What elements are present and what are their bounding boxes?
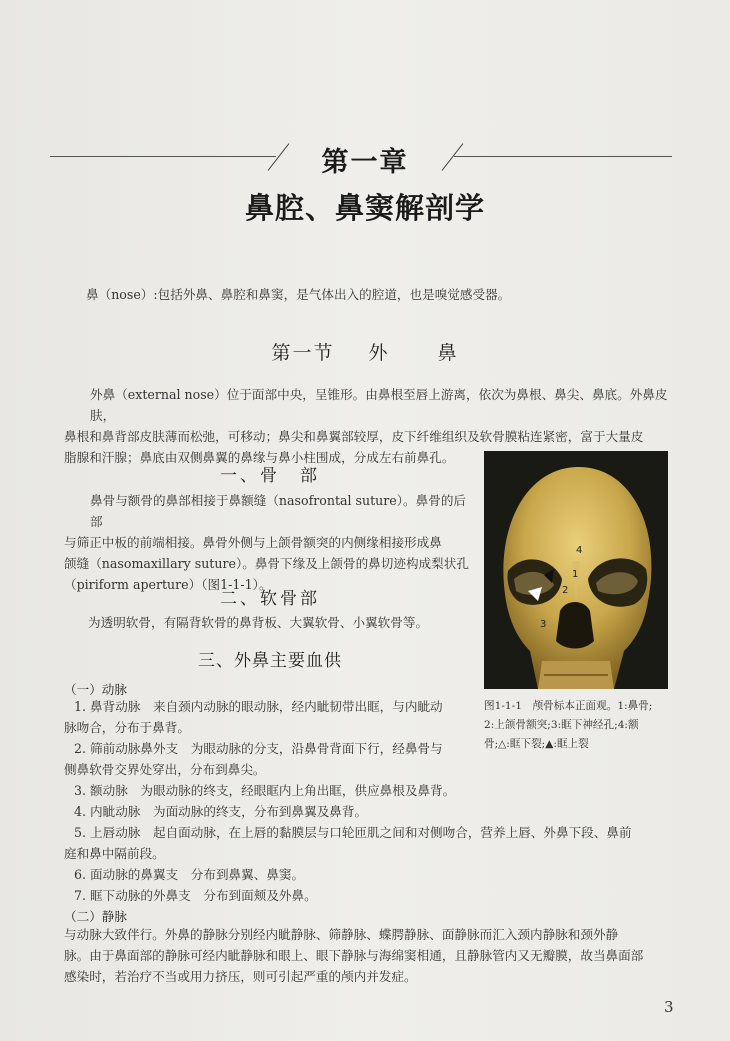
list-item: 3. 额动脉 为眼动脉的终支，经眼眶内上角出眶，供应鼻根及鼻背。 [74,783,456,798]
cartilage-paragraph: 为透明软骨，有隔背软骨的鼻背板、大翼软骨、小翼软骨等。 [88,615,429,630]
paragraph-line: 感染时，若治疗不当或用力挤压，则可引起严重的颅内并发症。 [64,969,417,984]
figure-caption [484,697,674,754]
intro-paragraph: 鼻（nose）:包括外鼻、鼻腔和鼻窦，是气体出入的腔道，也是嗅觉感受器。 [86,287,511,302]
section-word-2: 鼻 [437,342,459,364]
bone-section-title: 一、骨 部 [220,466,320,486]
paragraph-line: 外鼻（external nose）位于面部中央，呈锥形。由鼻根至唇上游离，依次为鼻根、鼻尖、鼻底。外鼻皮肤， [90,387,668,423]
chapter-title: 鼻腔、鼻窦解剖学 [244,191,485,225]
figure-label-3: 3 [540,619,547,630]
list-item: 侧鼻软骨交界处穿出，分布到鼻尖。 [64,762,266,777]
bone-paragraph [64,490,474,595]
section-title [0,338,730,365]
figure-label-2: 2 [562,585,569,596]
paragraph-line: 脉。由于鼻面部的静脉可经内眦静脉和眼上、眼下静脉与海绵窦相通，且静脉管内又无瓣膜，故当鼻面部 [64,948,644,963]
vein-subheading: （二）静脉 [64,909,127,924]
artery-subheading: （一）动脉 [64,682,127,697]
skull-figure [484,451,668,689]
paragraph-line: 脂腺和汗腺；鼻底由双侧鼻翼的鼻缘与鼻小柱围成，分成左右前鼻孔。 [64,450,455,465]
list-item: 5. 上唇动脉 起自面动脉，在上唇的黏膜层与口轮匝肌之间和对侧吻合，营养上唇、外鼻下段、鼻前 [74,825,632,840]
paragraph-line: 颌缝（nasomaxillary suture）。鼻骨下缘及上颌骨的鼻切迹构成梨状孔 [64,556,469,571]
list-item: 7. 眶下动脉的外鼻支 分布到面颊及外鼻。 [74,888,317,903]
blood-supply-title: 三、外鼻主要血供 [198,651,342,671]
paragraph-line: 鼻骨与额骨的鼻部相接于鼻额缝（nasofrontal suture）。鼻骨的后部 [90,493,467,529]
page-number: 3 [664,998,674,1016]
chapter-number: 第一章 [321,147,409,178]
figure-label-1: 1 [572,569,579,580]
list-item: 庭和鼻中隔前段。 [64,846,165,861]
cartilage-section-title: 二、软骨部 [220,589,320,609]
skull-illustration [484,451,668,689]
paragraph-line: 鼻根和鼻背部皮肤薄而松弛，可移动；鼻尖和鼻翼部较厚，皮下纤维组织及软骨膜粘连紧密，富于大量皮 [64,429,644,444]
list-item: 脉吻合，分布于鼻背。 [64,720,190,735]
figure-label-4: 4 [576,545,583,556]
list-item: 1. 鼻背动脉 来自颈内动脉的眼动脉，经内眦韧带出眶，与内眦动 [74,699,443,714]
caption-line: 2:上颌骨额突;3:眶下神经孔;4:额 [484,719,639,731]
paragraph-line: （piriform aperture）（图1-1-1）。 [64,577,272,592]
vein-paragraph [64,924,689,987]
list-item: 4. 内眦动脉 为面动脉的终支，分布到鼻翼及鼻背。 [74,804,368,819]
caption-line: 图1-1-1 颅骨标本正面观。1:鼻骨; [484,700,653,712]
paragraph-line: 与动脉大致伴行。外鼻的静脉分别经内眦静脉、筛静脉、蝶腭静脉、面静脉而汇入颈内静脉和颈外静 [64,927,619,942]
section-word-1: 外 [368,342,390,364]
list-item: 2. 筛前动脉鼻外支 为眼动脉的分支，沿鼻骨背面下行，经鼻骨与 [74,741,443,756]
caption-line: 骨;△:眶下裂;▲:眶上裂 [484,738,589,750]
paragraph-line: 与筛正中板的前端相接。鼻骨外侧与上颌骨额突的内侧缘相接形成鼻 [64,535,442,550]
list-item: 6. 面动脉的鼻翼支 分布到鼻翼、鼻窦。 [74,867,305,882]
section-number: 第一节 [271,342,335,364]
